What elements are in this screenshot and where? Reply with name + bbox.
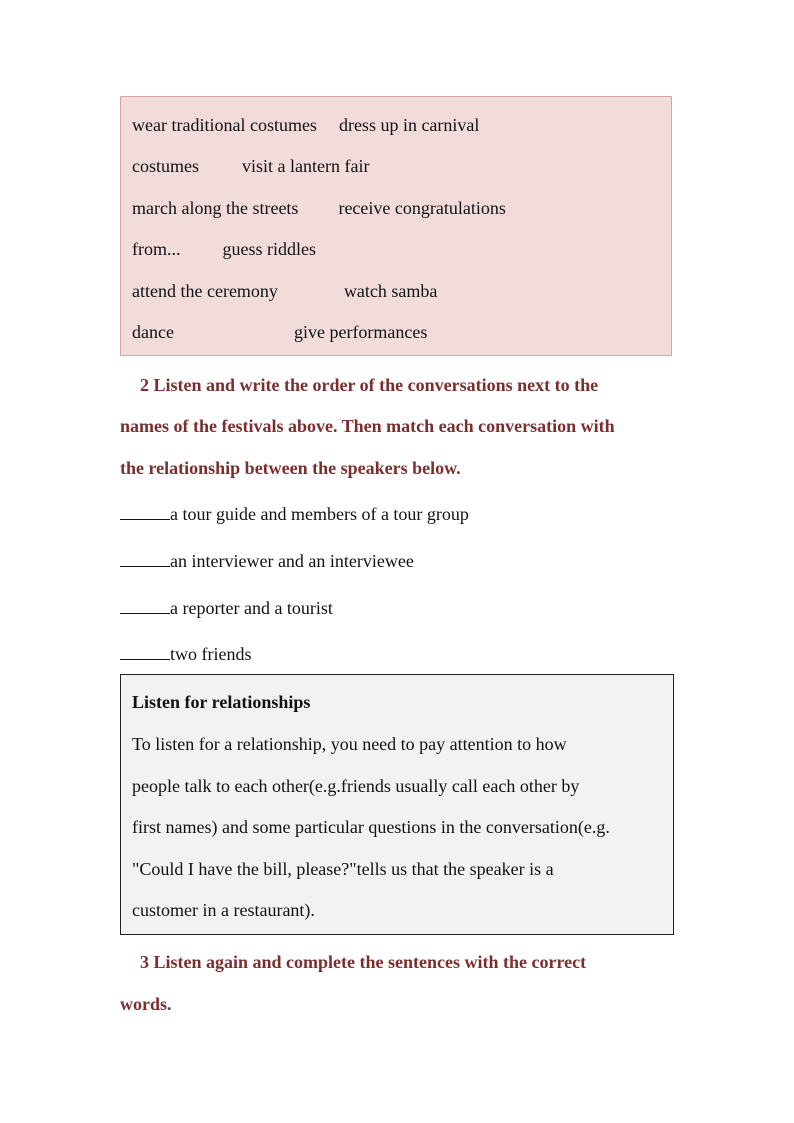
phrase: visit a lantern fair — [242, 156, 370, 176]
tip-title: Listen for relationships — [132, 692, 311, 712]
tip-line: "Could I have the bill, please?"tells us that the speaker is a — [132, 859, 554, 879]
phrase: march along the streets — [132, 198, 299, 218]
phrase: dress up in carnival — [338, 115, 480, 135]
answer-blank[interactable] — [120, 645, 170, 660]
phrase: costumes — [132, 156, 199, 176]
tip-line: To listen for a relationship, you need to pay attention to how — [132, 734, 567, 754]
instruction-3-line: 3 Listen again and complete the sentences with the correct — [140, 952, 587, 972]
phrase-line — [132, 197, 506, 219]
phrase-line — [132, 321, 427, 343]
match-item-text: a reporter and a tourist — [170, 598, 333, 618]
phrase: watch samba — [343, 281, 438, 301]
answer-blank[interactable] — [120, 505, 170, 520]
phrase-line — [132, 155, 369, 177]
instruction-2-line: 2 Listen and write the order of the conversations next to the — [140, 375, 599, 395]
instruction-3-line: words. — [120, 994, 172, 1014]
phrase: guess riddles — [222, 239, 316, 259]
phrase: receive congratulations — [338, 198, 506, 218]
match-item-text: an interviewer and an interviewee — [170, 551, 414, 571]
match-item — [120, 503, 469, 525]
match-item — [120, 643, 251, 665]
match-item — [120, 597, 333, 619]
tip-line: first names) and some particular questions in the conversation(e.g. — [132, 817, 610, 837]
phrase: give performances — [293, 322, 428, 342]
phrase: wear traditional costumes — [132, 115, 317, 135]
phrase-line — [132, 114, 479, 136]
match-item-text: two friends — [170, 644, 252, 664]
answer-blank[interactable] — [120, 599, 170, 614]
phrase-line — [132, 238, 316, 260]
phrase: attend the ceremony — [132, 281, 278, 301]
phrase: from... — [132, 239, 181, 259]
instruction-2-line: names of the festivals above. Then match each conversation with — [120, 416, 615, 436]
tip-box — [120, 674, 674, 935]
instruction-2-line: the relationship between the speakers below. — [120, 458, 461, 478]
match-item-text: a tour guide and members of a tour group — [170, 504, 469, 524]
phrase-line — [132, 280, 437, 302]
phrase: dance — [132, 322, 174, 342]
match-item — [120, 550, 414, 572]
tip-line: customer in a restaurant). — [132, 900, 315, 920]
phrase-box — [120, 96, 672, 356]
answer-blank[interactable] — [120, 552, 170, 567]
tip-line: people talk to each other(e.g.friends usually call each other by — [132, 776, 580, 796]
